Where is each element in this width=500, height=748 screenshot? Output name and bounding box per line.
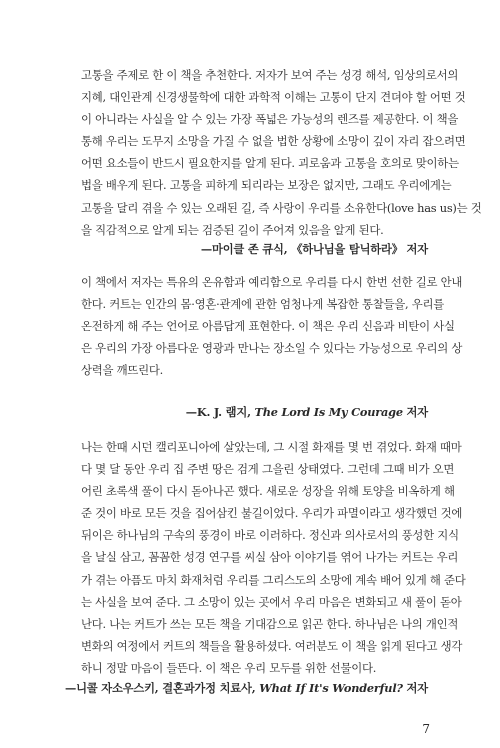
attribution-text: —마이클 존 큐식, 《하나님을 탐닉하라》 저자 [200, 242, 428, 256]
text-line: 을 직감적으로 알게 되는 검증된 길이 주어져 있음을 알게 된다. [81, 222, 384, 237]
book-title: The Lord Is My Courage [254, 405, 403, 419]
text-line: 통해 우리는 도무지 소망을 가질 수 없을 법한 상황에 소망이 깊이 자리 잡으려면 [81, 134, 466, 149]
attribution-name: —K. J. 램지, [185, 405, 255, 419]
attribution-suffix: 저자 [402, 681, 428, 695]
text-line: 고통을 주제로 한 이 책을 추천한다. 저자가 보여 주는 성경 해석, 임상의로서의 [81, 68, 459, 82]
text-line: 변화의 여정에서 커트의 책들을 활용하셨다. 여러분도 이 책을 읽게 된다고 생각 [81, 638, 463, 653]
text-line: 나는 한때 시던 캘리포니아에 살았는데, 그 시절 화재를 몇 번 겪었다. 화재 때마 [81, 440, 462, 454]
text-line: 뒤이은 하나님의 구속의 풍경이 바로 이러하다. 정신과 의사로서의 풍성한 지식 [81, 528, 459, 543]
attribution-name: —니콜 자소우스키, 결혼과가정 치료사, [64, 681, 260, 695]
text-line: 는 사실을 보여 준다. 그 소망이 있는 곳에서 우리 마음은 변화되고 새 풀이 돋아 [81, 594, 462, 609]
text-line: 한다. 커트는 인간의 몸·영혼·관계에 관한 엄청나게 복잡한 통찰들을, 우리를 [81, 297, 445, 312]
text-line: 지혜, 대인관계 신경생물학에 대한 과학적 이해는 고통이 단지 견뎌야 할 어떤 것 [81, 90, 466, 105]
text-line: 준 것이 바로 모든 것을 집어삼킨 불길이었다. 우리가 파멸이라고 생각했던 것에 [81, 506, 463, 521]
text-line: 을 날실 삼고, 꼼꼼한 성경 연구를 씨실 삼아 이야기를 엮어 나가는 커트는 우리 [81, 550, 459, 565]
text-line: 고통을 달리 겪을 수 있는 오래된 길, 즉 사랑이 우리를 소유한다(love has us)는 것 [81, 200, 482, 215]
text-line: 이 아니라는 사실을 알 수 있는 가장 폭넓은 가능성의 렌즈를 제공한다. 이 책을 [81, 112, 459, 127]
text-line: 가 겪는 아픔도 마치 화재처럼 우리를 그리스도의 소망에 계속 배어 있게 해 준다 [81, 572, 466, 587]
text-line: 이 책에서 저자는 특유의 온유함과 예리함으로 우리를 다시 한번 선한 길로 안내 [81, 275, 463, 289]
text-line: 어린 초록색 풀이 다시 돋아나곤 했다. 새로운 성장을 위해 토양을 비옥하게 해 [81, 484, 455, 499]
text-line: 은 우리의 가장 아름다운 영광과 만나는 장소일 수 있다는 가능성으로 우리의 상 [81, 341, 463, 356]
text-line: 하니 정말 마음이 들뜬다. 이 책은 우리 모두를 위한 선물이다. [81, 660, 377, 675]
book-title: What If It's Wonderful? [259, 681, 403, 695]
page-number: 7 [422, 722, 430, 736]
text-line: 다 몇 달 동안 우리 집 주변 땅은 검게 그을린 상태였다. 그런데 그때 비가 오면 [81, 462, 455, 477]
endorsement-1-text [81, 64, 482, 241]
endorsement-2-text [81, 271, 463, 381]
text-line: 법을 배우게 된다. 고통을 피하게 되리라는 보장은 없지만, 그래도 우리에게는 [81, 178, 452, 193]
text-line: 온전하게 해 주는 언어로 아름답게 표현한다. 이 책은 우리 신음과 비탄이 사실 [81, 319, 455, 334]
attribution-suffix: 저자 [402, 405, 428, 419]
endorsement-3-attribution [65, 680, 428, 696]
endorsement-2-attribution [186, 404, 428, 420]
text-line: 어떤 요소들이 반드시 필요한지를 알게 된다. 괴로움과 고통을 호의로 맞이하는 [81, 156, 459, 171]
endorsement-3-text [81, 436, 466, 679]
text-line: 난다. 나는 커트가 쓰는 모든 책을 기대감으로 읽곤 한다. 하나님은 나의 개인적 [81, 616, 459, 631]
endorsement-1-attribution [201, 241, 428, 257]
text-line: 상력을 깨뜨린다. [81, 363, 164, 378]
